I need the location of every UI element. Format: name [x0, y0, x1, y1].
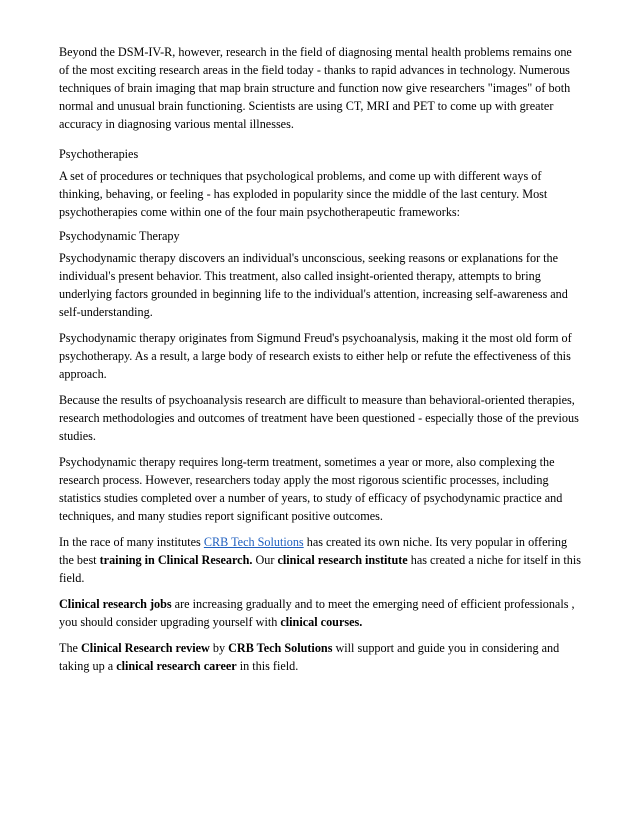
review-bold-clinical-research-career: clinical research career	[116, 659, 237, 673]
psychodynamic-paragraph-2: Psychodynamic therapy originates from Sigmund Freud's psychoanalysis, making it the most old form of psychotherapy. As a result, a large body of research exists to either help or refute the effectiveness of this approach.	[59, 331, 572, 381]
review-text-1: The	[59, 641, 81, 655]
review-bold-clinical-research-review: Clinical Research review	[81, 641, 210, 655]
jobs-paragraph	[59, 595, 581, 631]
review-text-4: in this field.	[236, 659, 299, 673]
crb-text-2: has created its own niche. Its very popular in offering the best	[59, 535, 568, 567]
document-page	[59, 43, 581, 683]
crb-tech-solutions-link[interactable]: CRB Tech Solutions	[203, 535, 304, 549]
jobs-text-1: are increasing gradually and to meet the emerging need of efficient professionals , you should consider upgrading yourself with	[59, 597, 575, 629]
review-paragraph	[59, 639, 581, 675]
review-bold-crb-tech-solutions: CRB Tech Solutions	[228, 641, 333, 655]
crb-text-4: has created a niche for itself in this field.	[59, 553, 581, 585]
psychodynamic-paragraph-3: Because the results of psychoanalysis research are difficult to measure than behavioral-oriented therapies, research methodologies and outcomes of treatment have been questioned - especially those of the previous studies.	[59, 393, 579, 443]
review-text-3: will support and guide you in considering and taking up a	[59, 641, 560, 673]
crb-paragraph	[59, 533, 581, 587]
crb-bold-training: training in Clinical Research.	[99, 553, 253, 567]
jobs-bold-clinical-research-jobs: Clinical research jobs	[59, 597, 172, 611]
jobs-bold-clinical-courses: clinical courses.	[280, 615, 363, 629]
intro-paragraph: Beyond the DSM-IV-R, however, research in the field of diagnosing mental health problems remains one of the most exciting research areas in the field today - thanks to rapid advances in technology. Numerous techniques of brain imaging that map brain structure and function now give researchers "images" of both normal and unusual brain functioning. Scientists are using CT, MRI and PET to come up with greater accuracy in diagnosing various mental illnesses.	[59, 45, 572, 131]
psychodynamic-paragraph-1: Psychodynamic therapy discovers an individual's unconscious, seeking reasons or explanations for the individual's present behavior. This treatment, also called insight-oriented therapy, attempts to bring underlying factors grounded in beginning life to the individual's attention, increasing self-awareness and self-understanding.	[59, 251, 568, 319]
crb-text-3: Our	[252, 553, 278, 567]
heading-psychotherapies: Psychotherapies	[59, 147, 139, 161]
review-text-2: by	[209, 641, 229, 655]
crb-text-1: In the race of many institutes	[59, 535, 204, 549]
psychodynamic-paragraph-4: Psychodynamic therapy requires long-term treatment, sometimes a year or more, also complexing the research process. However, researchers today apply the most rigorous scientific processes, including statistics studies completed over a number of years, to study of efficacy of psychodynamic practice and techniques, and many studies report significant positive outcomes.	[59, 455, 563, 523]
heading-psychodynamic-therapy: Psychodynamic Therapy	[59, 229, 180, 243]
psychotherapies-paragraph: A set of procedures or techniques that psychological problems, and come up with different ways of thinking, behaving, or feeling - has exploded in popularity since the middle of the last century. Most psychotherapies come within one of the four main psychotherapeutic frameworks:	[59, 169, 548, 219]
crb-bold-institute: clinical research institute	[277, 553, 408, 567]
